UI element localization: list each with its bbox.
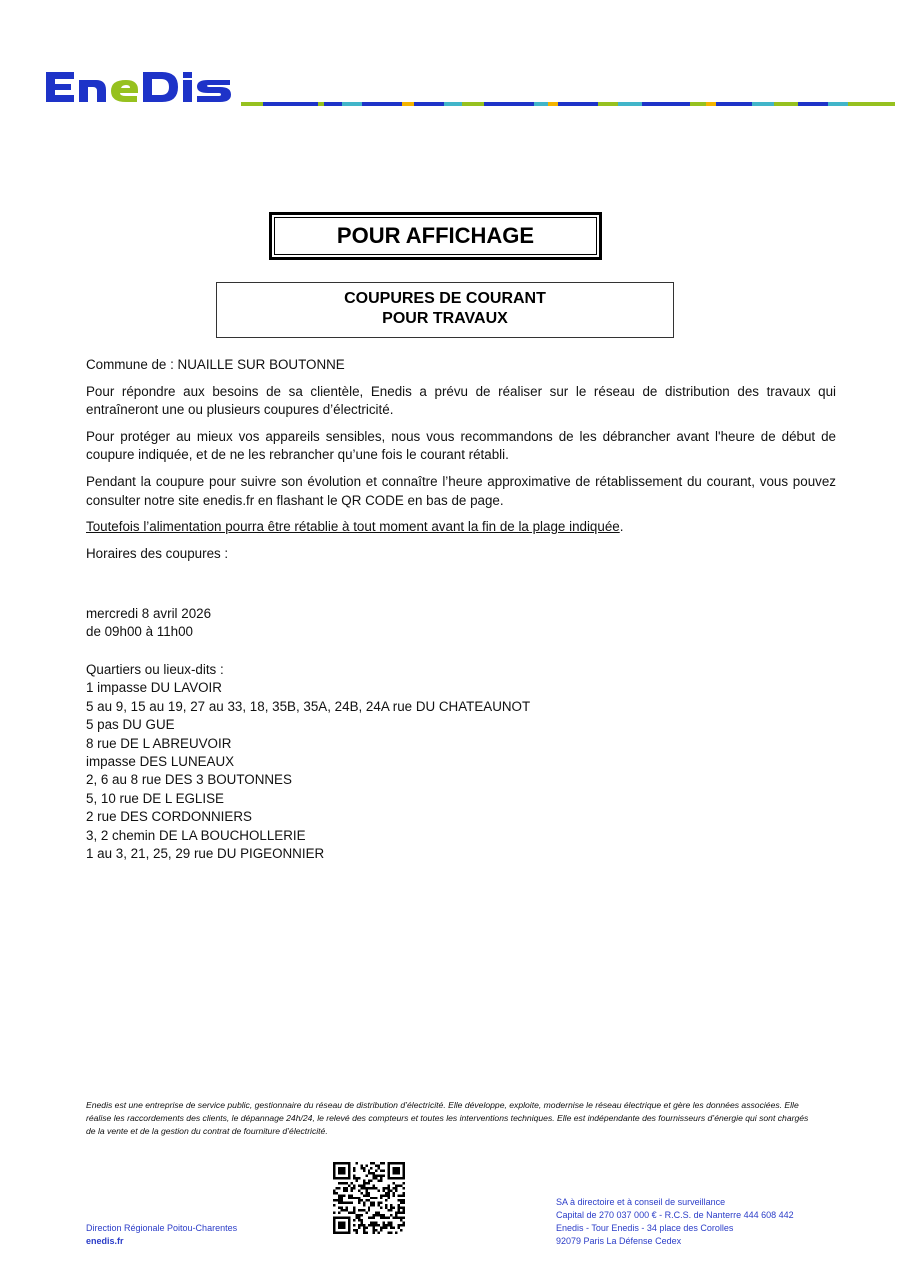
rule-segment	[706, 102, 716, 106]
commune-line: Commune de : NUAILLE SUR BOUTONNE	[86, 357, 345, 372]
rule-segment	[828, 102, 848, 106]
footer-site-link[interactable]: enedis.fr	[86, 1236, 124, 1246]
rule-segment	[324, 102, 342, 106]
enedis-logo	[44, 66, 234, 108]
lieu-item: 5 pas DU GUE	[86, 717, 175, 733]
footer-info-line: 92079 Paris La Défense Cedex	[556, 1236, 682, 1246]
coupures-title-box	[216, 282, 674, 338]
pour-affichage-label: POUR AFFICHAGE	[274, 217, 597, 255]
schedule	[86, 605, 211, 642]
rule-segment	[362, 102, 402, 106]
rule-segment	[598, 102, 618, 106]
coupures-title-line2: POUR TRAVAUX	[382, 310, 508, 327]
rule-segment	[414, 102, 444, 106]
underline-note-suffix: .	[619, 519, 624, 535]
horaires-label: Horaires des coupures :	[86, 545, 229, 561]
rule-segment	[534, 102, 548, 106]
lieu-item: 2 rue DES CORDONNIERS	[86, 809, 252, 825]
rule-segment	[548, 102, 558, 106]
rule-segment	[690, 102, 706, 106]
footer-info-line: Capital de 270 037 000 € - R.C.S. de Nanterre 444 608 442	[556, 1210, 794, 1220]
rule-segment	[484, 102, 534, 106]
rule-segment	[798, 102, 828, 106]
quartiers-label: Quartiers ou lieux-dits :	[86, 662, 224, 677]
lieu-item: 5 au 9, 15 au 19, 27 au 33, 18, 35B, 35A, 24B, 24A rue DU CHATEAUNOT	[86, 698, 531, 714]
footer-company-info	[556, 1196, 794, 1248]
rule-segment	[444, 102, 462, 106]
lieu-item: 5, 10 rue DE L EGLISE	[86, 790, 224, 806]
rule-segment	[241, 102, 263, 106]
footer-info-line: Enedis - Tour Enedis - 34 place des Corolles	[556, 1223, 734, 1233]
rule-segment	[402, 102, 414, 106]
lieu-item: 8 rue DE L ABREUVOIR	[86, 735, 232, 751]
lieu-item: 1 impasse DU LAVOIR	[86, 680, 222, 696]
rule-segment	[618, 102, 642, 106]
rule-segment	[342, 102, 362, 106]
header-color-rule	[241, 102, 896, 106]
lieu-item: 1 au 3, 21, 25, 29 rue DU PIGEONNIER	[86, 846, 325, 862]
rule-segment	[774, 102, 798, 106]
rule-segment	[558, 102, 598, 106]
rule-segment	[642, 102, 690, 106]
schedule-time: de 09h00 à 11h00	[86, 624, 193, 640]
paragraph-qr: Pendant la coupure pour suivre son évolution et connaître l’heure approximative de rétablissement du courant, vous pouvez consulter notre site enedis.fr en flashant le QR CODE en bas de page.	[86, 473, 836, 508]
pour-affichage-box	[269, 212, 602, 260]
rule-segment	[848, 102, 895, 106]
lieu-item: 3, 2 chemin DE LA BOUCHOLLERIE	[86, 827, 306, 843]
footer-left	[86, 1222, 237, 1248]
paragraph-appareils: Pour protéger au mieux vos appareils sensibles, nous vous recommandons de les débrancher avant l'heure de début de coupure indiquée, et de ne les rebrancher qu’une fois le courant rétabli.	[86, 428, 836, 463]
paragraph-clientele: Pour répondre aux besoins de sa clientèle, Enedis a prévu de réaliser sur le réseau de distribution des travaux qui entraîneront une ou plusieurs coupures d’électricité.	[86, 383, 836, 418]
enedis-logo-graphic	[44, 66, 234, 108]
lieu-item: impasse DES LUNEAUX	[86, 754, 235, 770]
schedule-date: mercredi 8 avril 2026	[86, 606, 212, 621]
rule-segment	[716, 102, 752, 106]
footer-info-line: SA à directoire et à conseil de surveillance	[556, 1197, 726, 1207]
lieux-list	[86, 661, 530, 863]
underline-note: Toutefois l’alimentation pourra être rétablie à tout moment avant la fin de la plage indiquée	[86, 519, 620, 535]
legal-notice: Enedis est une entreprise de service public, gestionnaire du réseau de distribution d’électricité. Elle développe, exploite, modernise le réseau électrique et gère les données associées. Elle réalise les raccordements des clients, le dépannage 24h/24, le relevé des compteurs et toutes les interventions techniques. Elle est indépendante des fournisseurs d’énergie qui sont chargés de la vente et de la gestion du contrat de fourniture d’électricité.	[86, 1100, 809, 1136]
qr-code-graphic	[333, 1162, 405, 1234]
qr-code-icon[interactable]	[333, 1162, 405, 1234]
notice-body	[86, 356, 836, 571]
rule-segment	[462, 102, 484, 106]
underline-note-line	[86, 518, 836, 537]
coupures-title-line1: COUPURES DE COURANT	[344, 290, 546, 307]
footer-direction: Direction Régionale Poitou-Charentes	[86, 1223, 238, 1233]
rule-segment	[263, 102, 318, 106]
rule-segment	[752, 102, 774, 106]
lieu-item: 2, 6 au 8 rue DES 3 BOUTONNES	[86, 772, 292, 788]
